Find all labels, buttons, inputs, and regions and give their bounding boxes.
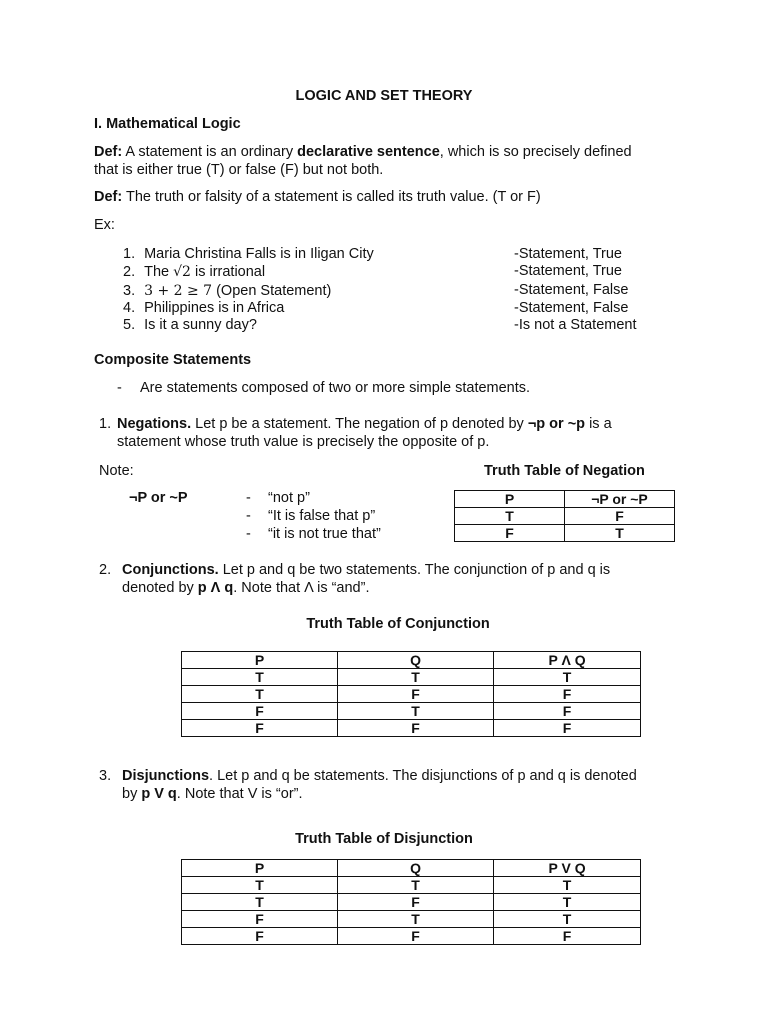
conjunction-number: 2. — [99, 562, 112, 578]
example-label: Ex: — [94, 217, 115, 233]
example-verdict: -Is not a Statement — [514, 317, 637, 333]
table-cell: F — [455, 525, 565, 542]
table-header-cell: P Λ Q — [494, 652, 641, 669]
definition-1-line2: that is either true (T) or false (F) but not both. — [94, 162, 384, 178]
disjunction-table-title: Truth Table of Disjunction — [295, 831, 473, 847]
page-title: LOGIC AND SET THEORY — [295, 88, 473, 104]
table-header-cell: P — [182, 860, 338, 877]
table-cell: T — [182, 686, 338, 703]
table-cell: F — [494, 703, 641, 720]
composite-heading: Composite Statements — [94, 352, 252, 368]
table-row — [182, 894, 641, 911]
note-label: Note: — [99, 463, 134, 479]
table-header-row — [182, 652, 641, 669]
table-cell: T — [494, 911, 641, 928]
table-cell: T — [338, 669, 494, 686]
table-row — [182, 911, 641, 928]
example-verdict: -Statement, False — [514, 300, 629, 316]
table-cell: F — [338, 894, 494, 911]
table-cell: F — [182, 720, 338, 737]
table-cell: T — [338, 877, 494, 894]
table-row — [182, 703, 641, 720]
table-row — [182, 686, 641, 703]
table-header-cell: P V Q — [494, 860, 641, 877]
def-label: Def: — [94, 144, 123, 160]
reading-dash: - — [246, 490, 251, 506]
table-cell: T — [455, 508, 565, 525]
table-cell: F — [494, 720, 641, 737]
table-cell: T — [338, 911, 494, 928]
table-cell: F — [182, 928, 338, 945]
table-row — [182, 720, 641, 737]
table-header-cell: P — [455, 491, 565, 508]
sqrt-expression: √2 — [173, 264, 191, 280]
example-verdict: -Statement, False — [514, 282, 629, 298]
table-row — [455, 525, 675, 542]
negation-line2: statement whose truth value is precisely the opposite of p. — [117, 434, 490, 450]
table-cell: F — [338, 720, 494, 737]
example-verdict: -Statement, True — [514, 246, 622, 262]
composite-bullet-dash: - — [117, 380, 122, 396]
example-verdict: -Statement, True — [514, 263, 622, 279]
table-cell: T — [494, 877, 641, 894]
table-cell: T — [182, 894, 338, 911]
composite-bullet: Are statements composed of two or more simple statements. — [140, 380, 531, 396]
section-heading: I. Mathematical Logic — [94, 116, 241, 132]
reading-dash: - — [246, 526, 251, 542]
definition-1: Def: A statement is an ordinary declarative sentence, which is so precisely defined — [94, 144, 632, 160]
negation-paragraph: Negations. Let p be a statement. The negation of p denoted by ¬p or ~p is a — [117, 416, 612, 432]
conjunction-truth-table — [181, 651, 641, 737]
def-label: Def: — [94, 189, 123, 205]
table-cell: F — [565, 508, 675, 525]
table-row — [182, 928, 641, 945]
table-cell: T — [494, 669, 641, 686]
example-item: 5. Is it a sunny day? — [123, 317, 257, 333]
table-cell: T — [338, 703, 494, 720]
example-item: 1. Maria Christina Falls is in Iligan City — [123, 246, 374, 262]
disjunction-number: 3. — [99, 768, 112, 784]
table-cell: F — [338, 686, 494, 703]
inequality-expression: 3 + 2 ≥ 7 — [144, 283, 213, 299]
table-header-cell: Q — [338, 860, 494, 877]
table-row — [455, 508, 675, 525]
table-header-row — [182, 860, 641, 877]
table-row — [182, 877, 641, 894]
negation-number: 1. — [99, 416, 112, 432]
table-cell: T — [182, 877, 338, 894]
disjunction-line2: by p V q. Note that V is “or”. — [122, 786, 303, 802]
negation-symbol: ¬P or ~P — [129, 490, 188, 506]
reading-item: “it is not true that” — [268, 526, 381, 542]
example-item: 4. Philippines is in Africa — [123, 300, 285, 316]
table-cell: F — [494, 686, 641, 703]
disjunction-paragraph: Disjunctions. Let p and q be statements. The disjunctions of p and q is denoted — [122, 768, 637, 784]
conjunction-paragraph: Conjunctions. Let p and q be two statements. The conjunction of p and q is — [122, 562, 611, 578]
table-cell: F — [494, 928, 641, 945]
table-cell: F — [182, 703, 338, 720]
disjunction-truth-table — [181, 859, 641, 945]
reading-item: “not p” — [268, 490, 310, 506]
table-cell: T — [565, 525, 675, 542]
negation-truth-table — [454, 490, 675, 542]
table-header-cell: P — [182, 652, 338, 669]
table-row — [182, 669, 641, 686]
definition-2: Def: The truth or falsity of a statement is called its truth value. (T or F) — [94, 189, 541, 205]
table-cell: F — [182, 911, 338, 928]
conjunction-table-title: Truth Table of Conjunction — [306, 616, 490, 632]
table-header-cell: ¬P or ~P — [565, 491, 675, 508]
table-cell: T — [182, 669, 338, 686]
table-header-row — [455, 491, 675, 508]
reading-dash: - — [246, 508, 251, 524]
example-item: 3. 3 + 2 ≥ 7 (Open Statement) — [123, 283, 332, 299]
table-header-cell: Q — [338, 652, 494, 669]
example-item: 2. The √2 is irrational — [123, 264, 266, 280]
conjunction-line2: denoted by p Λ q. Note that Λ is “and”. — [122, 580, 370, 596]
table-cell: T — [494, 894, 641, 911]
table-cell: F — [338, 928, 494, 945]
reading-item: “It is false that p” — [268, 508, 376, 524]
negation-table-title: Truth Table of Negation — [484, 463, 645, 479]
